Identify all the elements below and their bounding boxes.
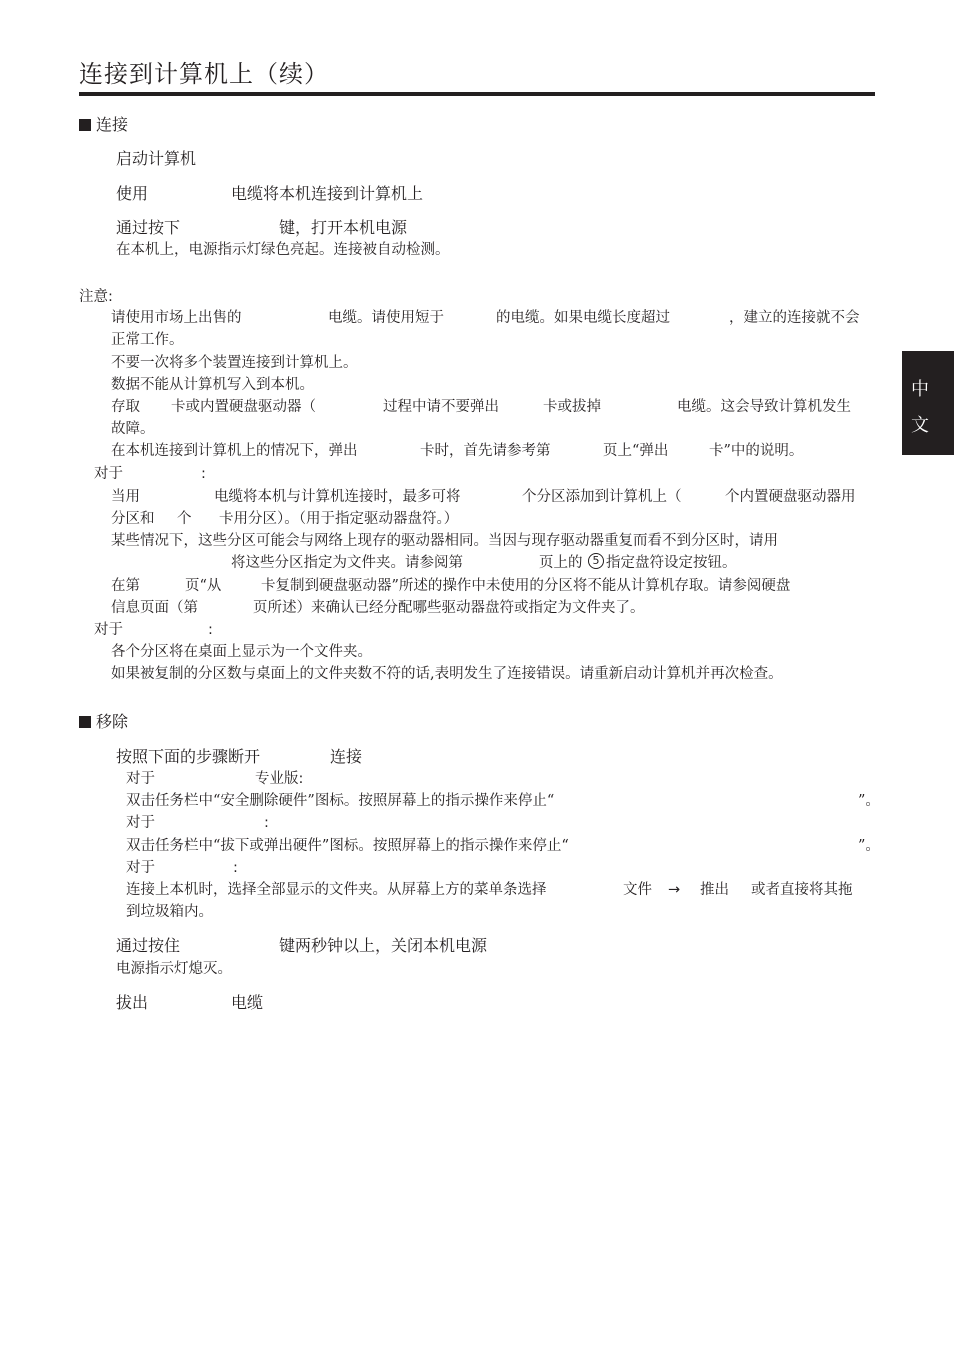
win-2-a: 某些情况下，这些分区可能会与网络上现存的驱动器相同。当因与现存驱动器重复而看不到分区时，请用	[111, 533, 778, 549]
win-1-f: 个	[177, 511, 192, 527]
mac-2: 如果被复制的分区数与桌面上的文件夹数不符的话,表明发生了连接错误。请重新启动计算机并再次检查。	[111, 666, 783, 682]
square-bullet-icon	[79, 716, 91, 728]
remove-os1-b: 专业版:	[255, 771, 304, 787]
note-1-e: 正常工作。	[111, 332, 184, 348]
remove-os3-a: 对于	[126, 860, 155, 876]
remove-step-1-a: 按照下面的步骤断开	[116, 747, 261, 766]
win-3-c: 卡复制到硬盘驱动器”所述的操作中未使用的分区将不能从计算机存取。请参阅硬盘	[261, 578, 791, 594]
title-underline	[79, 92, 875, 96]
section-connect-title: 连接	[96, 115, 129, 134]
remove-os2-a: 对于	[126, 815, 155, 831]
win-label-a: 对于	[94, 466, 123, 482]
remove-os1-text-b: ”。	[858, 793, 880, 809]
mac-label-a: 对于	[94, 622, 123, 638]
menu-eject-label: 推出	[700, 882, 729, 898]
note-1-b: 电缆。请使用短于	[328, 310, 444, 326]
remove-step-2-desc: 电源指示灯熄灭。	[116, 961, 232, 977]
note-1-c: 的电缆。如果电缆长度超过	[496, 310, 670, 326]
language-tab-line2: 文	[911, 415, 929, 436]
connect-step-3-desc: 在本机上，电源指示灯绿色亮起。连接被自动检测。	[116, 242, 450, 258]
remove-step-3-b: 电缆	[231, 993, 264, 1012]
win-label-b: :	[201, 466, 206, 482]
remove-os1-text-a: 双击任务栏中“安全删除硬件”图标。按照屏幕上的指示操作来停止“	[126, 793, 555, 809]
remove-step-2-a: 通过按住	[116, 936, 181, 955]
note-4-f: 故障。	[111, 421, 155, 437]
win-3-a: 在第	[111, 578, 140, 594]
win-1-b: 电缆将本机与计算机连接时，最多可将	[214, 489, 461, 505]
notes-label: 注意:	[79, 289, 113, 305]
remove-os1-a: 对于	[126, 771, 155, 787]
connect-step-2-a: 使用	[116, 184, 149, 203]
section-connect-heading	[79, 114, 128, 136]
remove-os2-b: :	[264, 815, 269, 831]
arrow-right-icon: →	[668, 882, 681, 898]
note-4-d: 卡或拔掉	[543, 399, 601, 415]
circled-five-icon	[588, 553, 604, 569]
language-tab	[902, 351, 954, 455]
note-4-c: 过程中请不要弹出	[383, 399, 499, 415]
remove-os3-b: :	[233, 860, 238, 876]
note-5-b: 卡时，首先请参考第	[420, 443, 551, 459]
win-2-d: 指定盘符设定按钮。	[606, 555, 737, 571]
note-5-a: 在本机连接到计算机上的情况下，弹出	[111, 443, 358, 459]
page-title: 连接到计算机上（续）	[79, 60, 329, 88]
win-1-d: 个内置硬盘驱动器用	[725, 489, 856, 505]
note-4-a: 存取	[111, 399, 140, 415]
section-remove-heading	[79, 711, 128, 733]
note-2: 不要一次将多个装置连接到计算机上。	[111, 355, 358, 371]
remove-os2-text-a: 双击任务栏中“拔下或弹出硬件”图标。按照屏幕上的指示操作来停止“	[126, 838, 569, 854]
remove-step-3-a: 拔出	[116, 993, 149, 1012]
win-3-d: 信息页面（第	[111, 600, 198, 616]
connect-step-1: 启动计算机	[116, 149, 197, 168]
mac-1: 各个分区将在桌面上显示为一个文件夹。	[111, 644, 372, 660]
win-1-e: 分区和	[111, 511, 155, 527]
square-bullet-icon	[79, 119, 91, 131]
remove-os3-text-b: 或者直接将其拖	[751, 882, 853, 898]
note-4-e: 电缆。这会导致计算机发生	[677, 399, 851, 415]
win-3-e: 页所述）来确认已经分配哪些驱动器盘符或指定为文件夹了。	[253, 600, 645, 616]
win-1-a: 当用	[111, 489, 140, 505]
note-3: 数据不能从计算机写入到本机。	[111, 377, 314, 393]
remove-step-1-b: 连接	[330, 747, 363, 766]
connect-step-3-a: 通过按下	[116, 218, 181, 237]
remove-os2-text-b: ”。	[858, 838, 880, 854]
win-1-c: 个分区添加到计算机上（	[522, 489, 682, 505]
section-remove-title: 移除	[96, 712, 129, 731]
note-1-d: ，建立的连接就不会	[729, 310, 860, 326]
mac-label-b: :	[208, 622, 213, 638]
win-3-b: 页“从	[185, 578, 222, 594]
remove-os3-text-c: 到垃圾箱内。	[126, 904, 213, 920]
note-5-d: 卡”中的说明。	[709, 443, 804, 459]
circled-five-label: 5	[592, 554, 600, 567]
remove-step-2-b: 键两秒钟以上，关闭本机电源	[279, 936, 488, 955]
win-2-c: 页上的	[539, 555, 583, 571]
remove-os3-text-a: 连接上本机时，选择全部显示的文件夹。从屏幕上方的菜单条选择	[126, 882, 547, 898]
note-4-b: 卡或内置硬盘驱动器（	[171, 399, 316, 415]
menu-file-label: 文件	[623, 882, 652, 898]
note-1-a: 请使用市场上出售的	[111, 310, 242, 326]
win-2-b: 将这些分区指定为文件夹。请参阅第	[231, 555, 463, 571]
language-tab-line1: 中	[911, 379, 929, 400]
connect-step-2-b: 电缆将本机连接到计算机上	[231, 184, 424, 203]
win-1-g: 卡用分区）。（用于指定驱动器盘符。）	[219, 511, 459, 527]
note-5-c: 页上“弹出	[603, 443, 669, 459]
connect-step-3-b: 键，打开本机电源	[279, 218, 408, 237]
